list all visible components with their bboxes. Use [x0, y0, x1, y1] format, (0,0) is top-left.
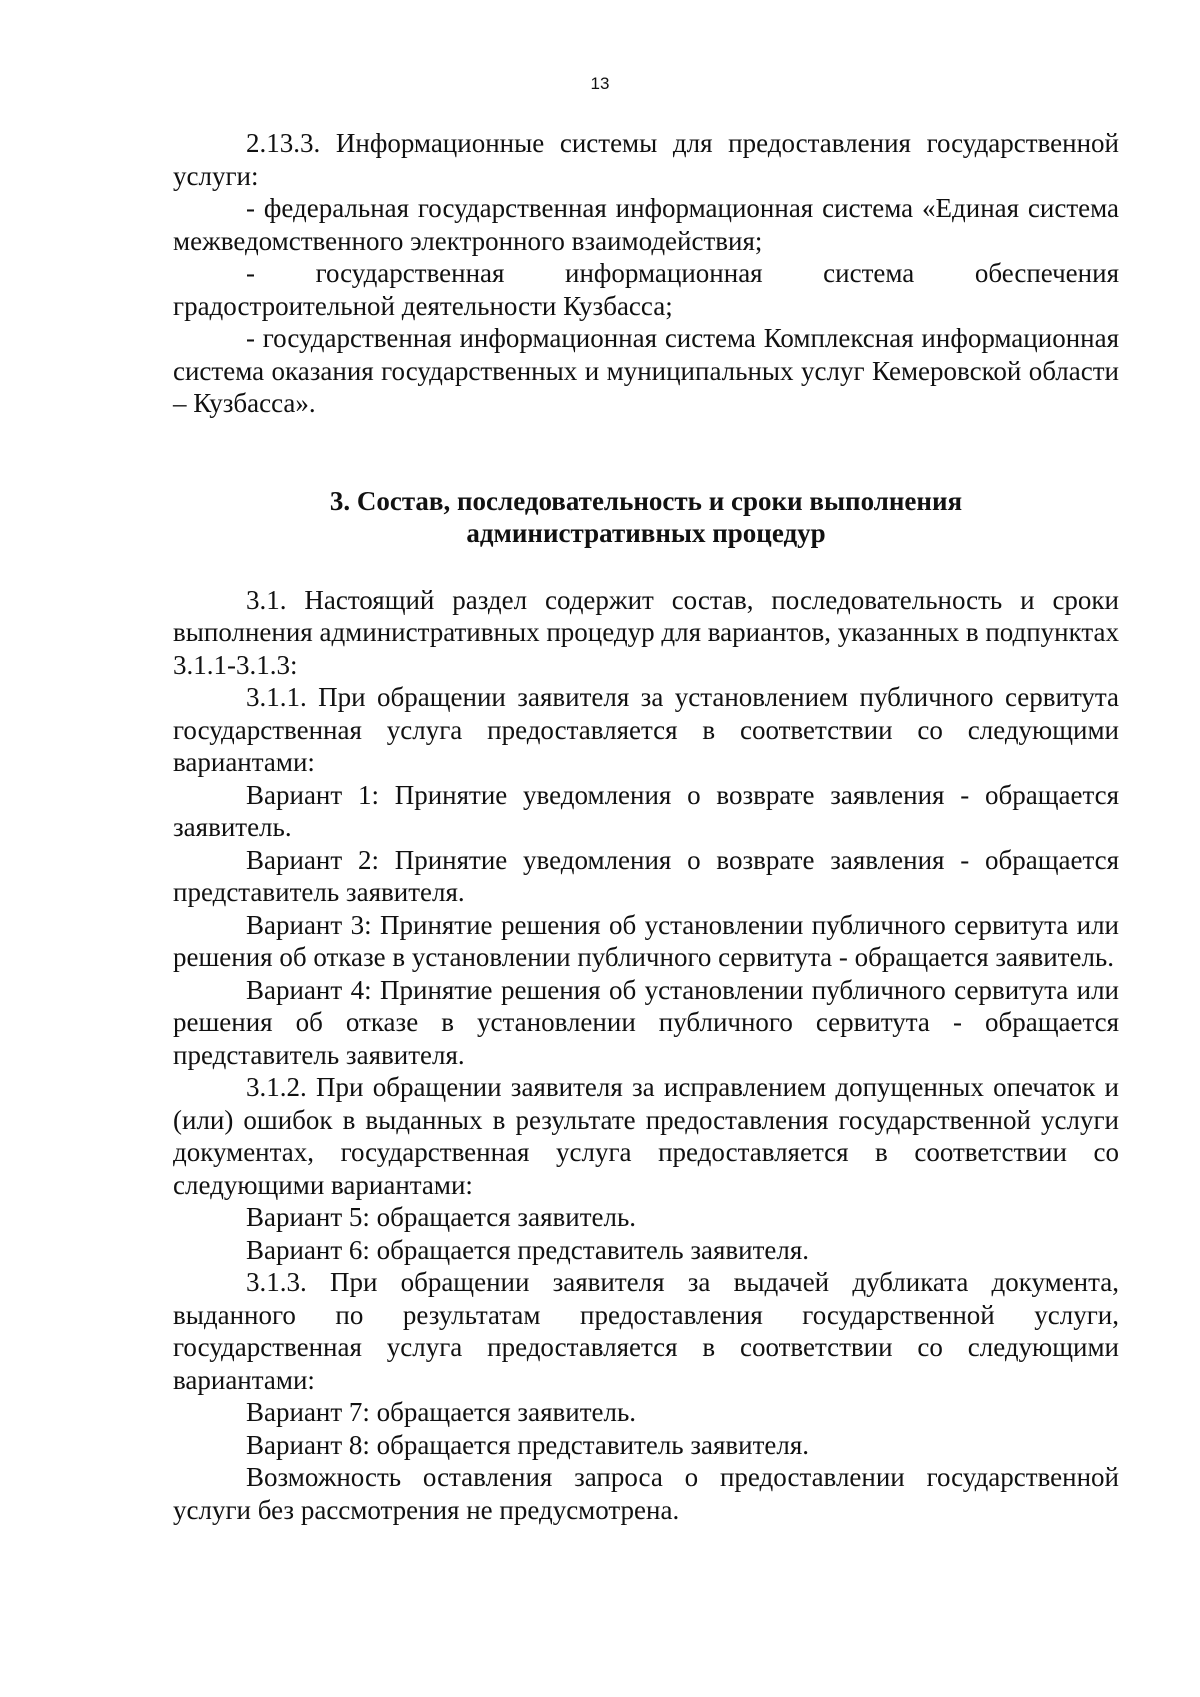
list-item-kis: - государственная информационная система Комплексная информационная система оказания государственных и муниципальных услуг Кемеровской области – Кузбасса». [173, 323, 1119, 418]
page-number: 13 [590, 74, 610, 93]
variant-1: Вариант 1: Принятие уведомления о возврате заявления - обращается заявитель. [173, 779, 1119, 842]
variant-3: Вариант 3: Принятие решения об установлении публичного сервитута или решения об отказе в установлении публичного сервитута - обращается заявитель. [173, 909, 1119, 972]
list-item-fgis: - федеральная государственная информационная система «Единая система межведомственного электронного взаимодействия; [173, 193, 1119, 256]
section-3-heading-line2: административных процедур [466, 518, 826, 548]
variant-8: Вариант 8: обращается представитель заявителя. [246, 1429, 810, 1460]
variant-7: Вариант 7: обращается заявитель. [246, 1397, 637, 1427]
paragraph-3-1: 3.1. Настоящий раздел содержит состав, последовательность и сроки выполнения административных процедур для вариантов, указанных в подпунктах 3.1.1-3.1.3: [173, 584, 1120, 680]
paragraph-3-1-2: 3.1.2. При обращении заявителя за исправлением допущенных опечаток и (или) ошибок в выданных в результате предоставления государственной услуги документах, государственная услуга предоставляется в соответствии со следующими вариантами: [173, 1072, 1119, 1200]
page-content [173, 127, 1119, 1526]
section-3-heading [173, 485, 1119, 550]
paragraph-no-rejection: Возможность оставления запроса о предоставлении государственной услуги без рассмотрения не предусмотрена. [173, 1462, 1119, 1525]
paragraph-3-1-1: 3.1.1. При обращении заявителя за установлением публичного сервитута государственная услуга предоставляется в соответствии со следующими вариантами: [173, 682, 1119, 777]
variant-2: Вариант 2: Принятие уведомления о возврате заявления - обращается представитель заявителя. [173, 844, 1119, 907]
paragraph-3-1-3: 3.1.3. При обращении заявителя за выдачей дубликата документа, выданного по результатам предоставления государственной услуги, государственная услуга предоставляется в соответствии со следующими вариантами: [173, 1267, 1119, 1395]
paragraph-2-13-3: 2.13.3. Информационные системы для предоставления государственной услуги: [173, 128, 1119, 191]
section-3-heading-line1: 3. Состав, последовательность и сроки выполнения [329, 485, 963, 516]
variant-4: Вариант 4: Принятие решения об установлении публичного сервитута или решения об отказе в установлении публичного сервитута - обращается представитель заявителя. [173, 974, 1119, 1070]
list-item-gisogd: - государственная информационная система обеспечения градостроительной деятельности Кузбасса; [173, 258, 1119, 321]
variant-5: Вариант 5: обращается заявитель. [246, 1202, 637, 1232]
variant-6: Вариант 6: обращается представитель заявителя. [246, 1234, 810, 1265]
